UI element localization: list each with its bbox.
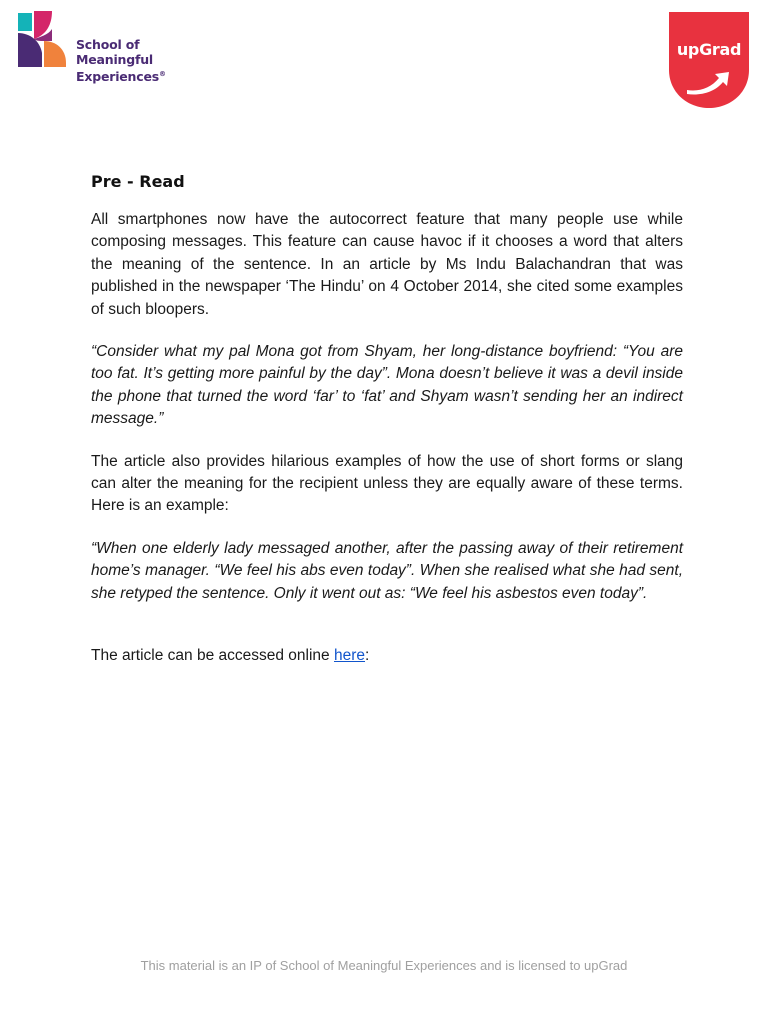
sme-logo-line-2: Meaningful [76,52,154,67]
sme-logo-line-3: Experiences® [76,69,166,85]
sme-logo-mark-icon [18,11,68,67]
intro-paragraph: All smartphones now have the autocorrect feature that many people use while composing messages. This feature can cause havoc if it chooses a word that alters the meaning of the sentence. In an article by Ms Indu Balachandran that was published in the newspaper ‘The Hindu’ on 4 October 2014, she cited some examples of such bloopers. [91,211,683,318]
access-suffix: : [365,647,370,665]
sme-logo [18,11,166,84]
quote-paragraph-2: “When one elderly lady messaged another, after the passing away of their retirement home’s manager. “We feel his abs even today”. When she realised what she had sent, she retyped the sentence. Only it went out as: “We feel his asbestos even today”. [91,539,683,602]
upgrad-logo-label: upGrad [676,40,742,59]
document-body [91,172,683,688]
page-title: Pre - Read [91,172,185,191]
access-prefix: The article can be accessed online [91,647,334,665]
access-paragraph [91,645,683,667]
quote-paragraph-1: “Consider what my pal Mona got from Shyam, her long-distance boyfriend: “You are too fat. It’s getting more painful by the day”. Mona doesn’t believe it was a devil inside the phone that turned the word ‘far’ to ‘fat’ and Shyam wasn’t sending her an indirect message.” [91,343,683,428]
article-link[interactable]: here [333,647,366,665]
upgrad-logo-shield-icon [669,12,749,108]
sme-logo-line-1: School of [76,37,140,52]
sme-logo-text [76,37,166,84]
footer-license-note: This material is an IP of School of Meaningful Experiences and is licensed to upGrad [140,958,628,973]
body-paragraph-2: The article also provides hilarious examples of how the use of short forms or slang can alter the meaning for the recipient unless they are equally aware of these terms. Here is an example: [91,452,683,515]
